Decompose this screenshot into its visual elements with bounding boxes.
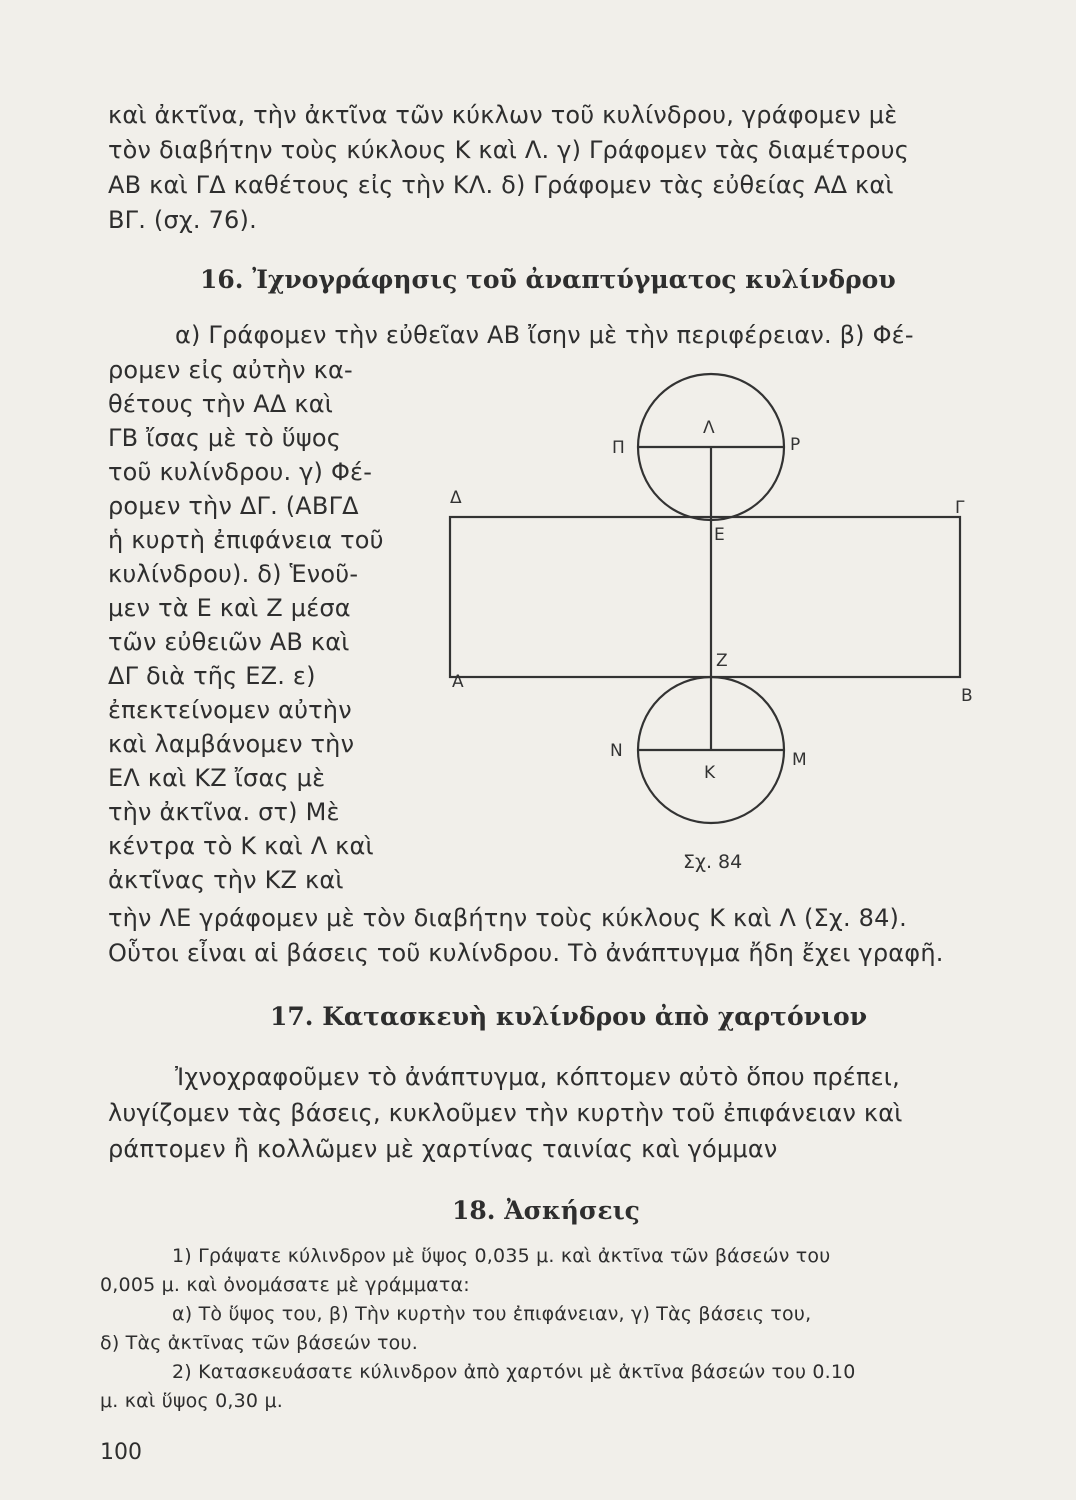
section-17-heading: 17. Κατασκευὴ κυλίνδρου ἀπὸ χαρτόνιον (270, 1002, 868, 1031)
page-number: 100 (100, 1440, 142, 1465)
section-17-line: Ἰχνοχραφοῦμεν τὸ ἀνάπτυγμα, κόπτομεν αὐτὸ ὅπου πρέπει, (175, 1063, 900, 1091)
column-line: θέτους τὴν ΑΔ καὶ (108, 390, 334, 418)
label-r: Ρ (790, 435, 801, 455)
column-line: τοῦ κυλίνδρου. γ) Φέ- (108, 458, 373, 486)
section-18-heading: 18. Ἀσκήσεις (452, 1196, 640, 1225)
exercise-line: δ) Τὰς ἀκτῖνας τῶν βάσεών του. (100, 1332, 418, 1354)
lateral-surface-rectangle (450, 517, 960, 677)
section-17-line: λυγίζομεν τὰς βάσεις, κυκλοῦμεν τὴν κυρτὴν τοῦ ἐπιφάνειαν καὶ (108, 1099, 903, 1127)
column-line: ΓΒ ἴσας μὲ τὸ ὕψος (108, 424, 342, 452)
label-l: Λ (703, 418, 715, 438)
label-e: Ε (714, 525, 725, 545)
section-17-line: ράπτομεν ἢ κολλῶμεν μὲ χαρτίνας ταινίας καὶ γόμμαν (108, 1135, 778, 1163)
label-p: Π (612, 438, 625, 458)
exercise-line: 1) Γράψατε κύλινδρον μὲ ὕψος 0,035 μ. καὶ ἀκτῖνα τῶν βάσεών του (172, 1245, 831, 1267)
section-16-line: α) Γράφομεν τὴν εὐθεῖαν ΑΒ ἴσην μὲ τὴν περιφέρειαν. β) Φέ- (175, 321, 914, 349)
column-line: κυλίνδρου). δ) Ἑνοῦ- (108, 560, 359, 588)
label-d: Δ (450, 488, 462, 508)
section-16-heading: 16. Ἰχνογράφησις τοῦ ἀναπτύγματος κυλίνδρου (200, 265, 896, 294)
label-z: Ζ (716, 651, 728, 671)
intro-line: ΒΓ. (σχ. 76). (108, 206, 257, 234)
exercise-line: α) Τὸ ὕψος του, β) Τὴν κυρτὴν του ἐπιφάνειαν, γ) Τὰς βάσεις του, (172, 1303, 812, 1325)
label-k: Κ (704, 763, 716, 783)
figure-caption: Σχ. 84 (683, 851, 743, 873)
label-n: Ν (610, 741, 623, 761)
exercise-line: 0,005 μ. καὶ ὀνομάσατε μὲ γράμματα: (100, 1274, 470, 1296)
column-line: ἡ κυρτὴ ἐπιφάνεια τοῦ (108, 526, 384, 554)
exercise-line: μ. καὶ ὕψος 0,30 μ. (100, 1390, 283, 1412)
column-line: ἀκτῖνας τὴν ΚΖ καὶ (108, 866, 344, 894)
intro-line: ΑΒ καὶ ΓΔ καθέτους εἰς τὴν ΚΛ. δ) Γράφομεν τὰς εὐθείας ΑΔ καὶ (108, 171, 894, 199)
column-line: κέντρα τὸ Κ καὶ Λ καὶ (108, 832, 374, 860)
label-m: Μ (792, 750, 807, 770)
column-line: τὴν ἀκτῖνα. στ) Μὲ (108, 798, 340, 826)
column-line: ρομεν εἰς αὐτὴν κα- (108, 356, 353, 384)
exercise-line: 2) Κατασκευάσατε κύλινδρον ἀπὸ χαρτόνι μὲ ἀκτῖνα βάσεών του 0.10 (172, 1361, 856, 1383)
label-b: Β (961, 686, 973, 706)
column-line: ΔΓ διὰ τῆς ΕΖ. ε) (108, 662, 316, 690)
column-line: ἐπεκτείνομεν αὐτὴν (108, 696, 352, 724)
column-line: μεν τὰ Ε καὶ Ζ μέσα (108, 594, 351, 622)
intro-line: τὸν διαβήτην τοὺς κύκλους Κ καὶ Λ. γ) Γράφομεν τὰς διαμέτρους (108, 136, 909, 164)
column-line: καὶ λαμβάνομεν τὴν (108, 730, 355, 758)
label-g: Γ (955, 498, 965, 518)
label-a: Α (452, 672, 464, 692)
column-line: ΕΛ καὶ ΚΖ ἴσας μὲ (108, 764, 326, 792)
column-line: ρομεν τὴν ΔΓ. (ΑΒΓΔ (108, 492, 359, 520)
closing-line: Οὗτοι εἶναι αἱ βάσεις τοῦ κυλίνδρου. Τὸ ἀνάπτυγμα ἤδη ἔχει γραφῆ. (108, 939, 944, 967)
closing-line: τὴν ΛΕ γράφομεν μὲ τὸν διαβήτην τοὺς κύκλους Κ καὶ Λ (Σχ. 84). (108, 904, 907, 932)
intro-line: καὶ ἀκτῖνα, τὴν ἀκτῖνα τῶν κύκλων τοῦ κυλίνδρου, γράφομεν μὲ (108, 101, 898, 129)
cylinder-development-figure (440, 360, 980, 880)
column-line: τῶν εὐθειῶν ΑΒ καὶ (108, 628, 350, 656)
